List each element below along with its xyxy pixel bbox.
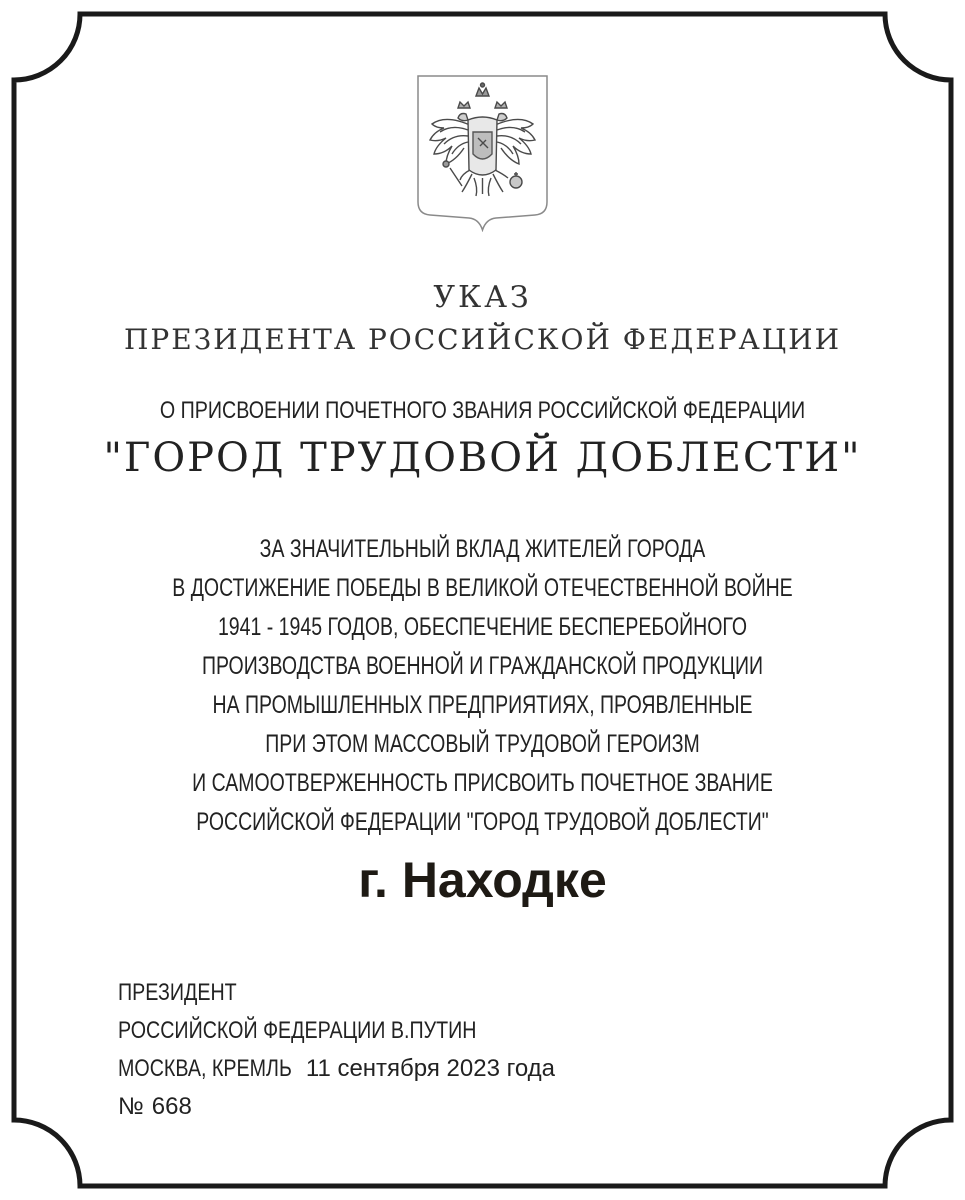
body-line: ПРИ ЭТОМ МАССОВЫЙ ТРУДОВОЙ ГЕРОИЗМ — [265, 730, 700, 758]
signer-name: РОССИЙСКОЙ ФЕДЕРАЦИИ В.ПУТИН — [118, 1017, 477, 1044]
body-line: ЗА ЗНАЧИТЕЛЬНЫЙ ВКЛАД ЖИТЕЛЕЙ ГОРОДА — [259, 535, 706, 563]
russian-coat-of-arms-icon — [416, 74, 549, 232]
signature-block — [118, 974, 593, 1126]
decree-body — [60, 530, 905, 842]
body-line: В ДОСТИЖЕНИЕ ПОБЕДЫ В ВЕЛИКОЙ ОТЕЧЕСТВЕННОЙ ВОЙНЕ — [172, 574, 793, 602]
signing-place: МОСКВА, КРЕМЛЬ — [118, 1055, 292, 1082]
body-line: РОССИЙСКОЙ ФЕДЕРАЦИИ "ГОРОД ТРУДОВОЙ ДОБЛЕСТИ" — [196, 808, 769, 836]
decree-number-label: № — [118, 1093, 144, 1120]
decree-title: УКАЗ — [433, 280, 532, 315]
decree-issuer: ПРЕЗИДЕНТА РОССИЙСКОЙ ФЕДЕРАЦИИ — [124, 323, 841, 356]
body-line: И САМООТВЕРЖЕННОСТЬ ПРИСВОИТЬ ПОЧЕТНОЕ ЗВАНИЕ — [192, 769, 773, 797]
decree-number: 668 — [151, 1093, 192, 1120]
body-line: НА ПРОМЫШЛЕННЫХ ПРЕДПРИЯТИЯХ, ПРОЯВЛЕННЫЕ — [212, 691, 753, 719]
body-line: ПРОИЗВОДСТВА ВОЕННОЙ И ГРАЖДАНСКОЙ ПРОДУКЦИИ — [201, 652, 764, 680]
decree-subject: О ПРИСВОЕНИИ ПОЧЕТНОГО ЗВАНИЯ РОССИЙСКОЙ ФЕДЕРАЦИИ — [159, 397, 806, 424]
honor-title: "ГОРОД ТРУДОВОЙ ДОБЛЕСТИ" — [103, 435, 862, 481]
body-line: 1941 - 1945 ГОДОВ, ОБЕСПЕЧЕНИЕ БЕСПЕРЕБОЙНОГО — [217, 613, 748, 641]
city-name: г. Находке — [358, 852, 607, 908]
signing-date: 11 сентября 2023 года — [305, 1055, 555, 1082]
signer-position: ПРЕЗИДЕНТ — [118, 979, 237, 1006]
